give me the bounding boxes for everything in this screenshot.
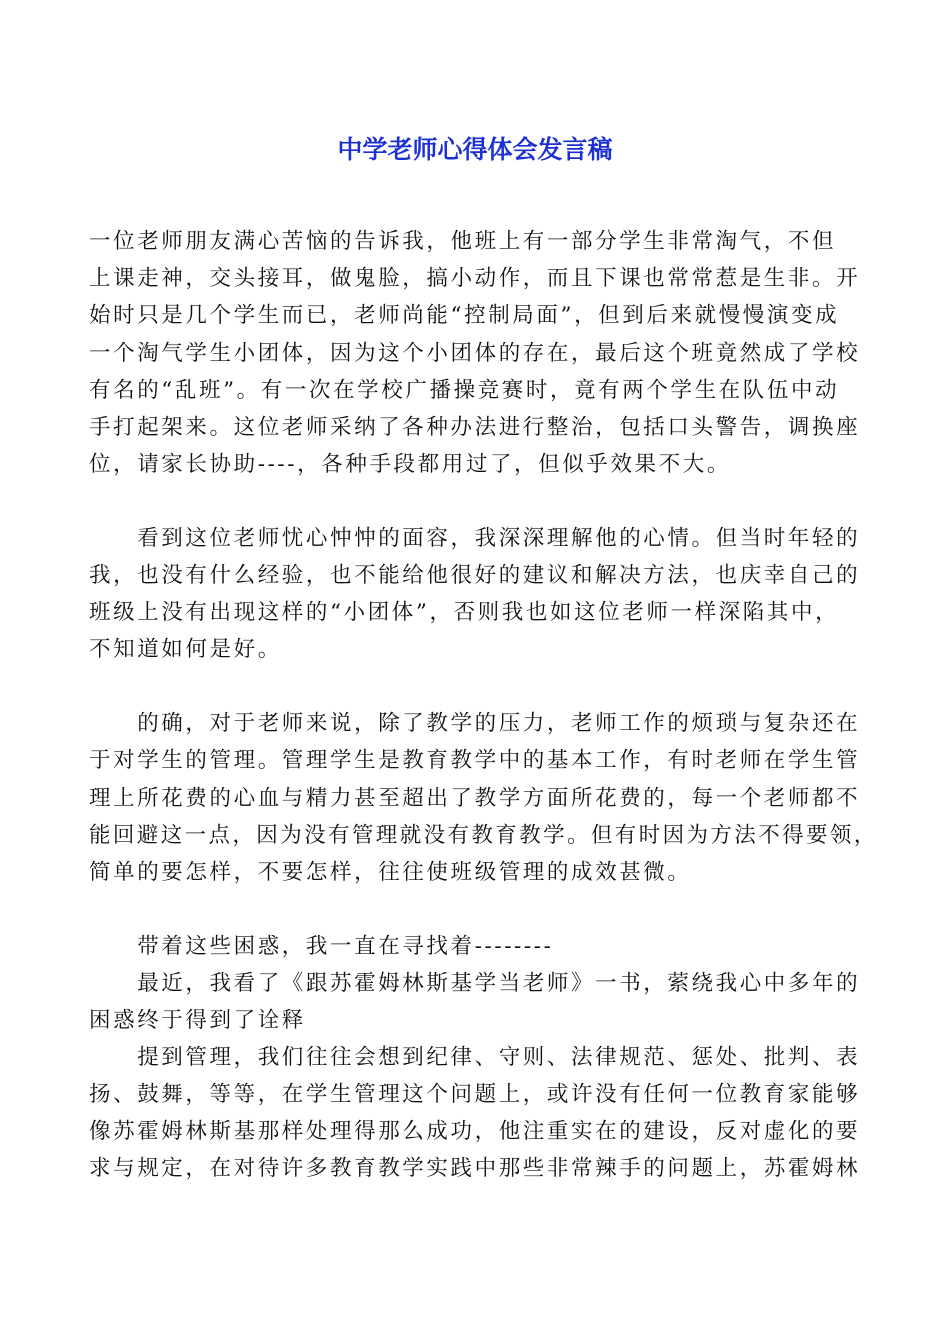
text-line: 位，请家长协助----，各种手段都用过了，但似乎效果不大。 <box>89 452 731 477</box>
text-line: 不知道如何是好。 <box>89 637 282 662</box>
text-line: 提到管理，我们往往会想到纪律、守则、法律规范、惩处、批判、表 <box>89 1045 861 1070</box>
text-line: 求与规定，在对待许多教育教学实践中那些非常辣手的问题上，苏霍姆林 <box>89 1156 861 1181</box>
text-line: 上课走神，交头接耳，做鬼脸，搞小动作，而且下课也常常惹是生非。开 <box>89 266 861 291</box>
text-line: 始时只是几个学生而已，老师尚能“控制局面”，但到后来就慢慢演变成 <box>89 303 840 328</box>
text-line: 看到这位老师忧心忡忡的面容，我深深理解他的心情。但当时年轻的 <box>89 526 861 551</box>
text-line: 像苏霍姆林斯基那样处理得那么成功，他注重实在的建设，反对虚化的要 <box>89 1119 861 1144</box>
text-line: 班级上没有出现这样的“小团体”，否则我也如这位老师一样深陷其中， <box>89 600 840 625</box>
text-line: 一个淘气学生小团体，因为这个小团体的存在，最后这个班竟然成了学校 <box>89 341 861 366</box>
text-line: 最近，我看了《跟苏霍姆林斯基学当老师》一书，萦绕我心中多年的 <box>89 971 861 996</box>
text-line: 能回避这一点，因为没有管理就没有教育教学。但有时因为方法不得要领， <box>89 823 878 848</box>
text-line: 手打起架来。这位老师采纳了各种办法进行整治，包括口头警告，调换座 <box>89 415 861 440</box>
text-line: 理上所花费的心血与精力甚至超出了教学方面所花费的，每一个老师都不 <box>89 786 861 811</box>
text-line: 困惑终于得到了诠释 <box>89 1008 306 1033</box>
text-line: 简单的要怎样，不要怎样，往往使班级管理的成效甚微。 <box>89 860 692 885</box>
document-title: 中学老师心得体会发言稿 <box>337 135 613 164</box>
text-line: 一位老师朋友满心苦恼的告诉我，他班上有一部分学生非常淘气，不但 <box>89 229 837 254</box>
text-line: 带着这些困惑，我一直在寻找着-------- <box>89 934 554 959</box>
text-line: 扬、鼓舞，等等，在学生管理这个问题上，或许没有任何一位教育家能够 <box>89 1082 861 1107</box>
text-line: 我，也没有什么经验，也不能给他很好的建议和解决方法，也庆幸自己的 <box>89 563 861 588</box>
text-line: 有名的“乱班”。有一次在学校广播操竞赛时，竟有两个学生在队伍中动 <box>89 378 840 403</box>
text-line: 的确，对于老师来说，除了教学的压力，老师工作的烦琐与复杂还在 <box>89 711 861 736</box>
text-line: 于对学生的管理。管理学生是教育教学中的基本工作，有时老师在学生管 <box>89 748 861 773</box>
